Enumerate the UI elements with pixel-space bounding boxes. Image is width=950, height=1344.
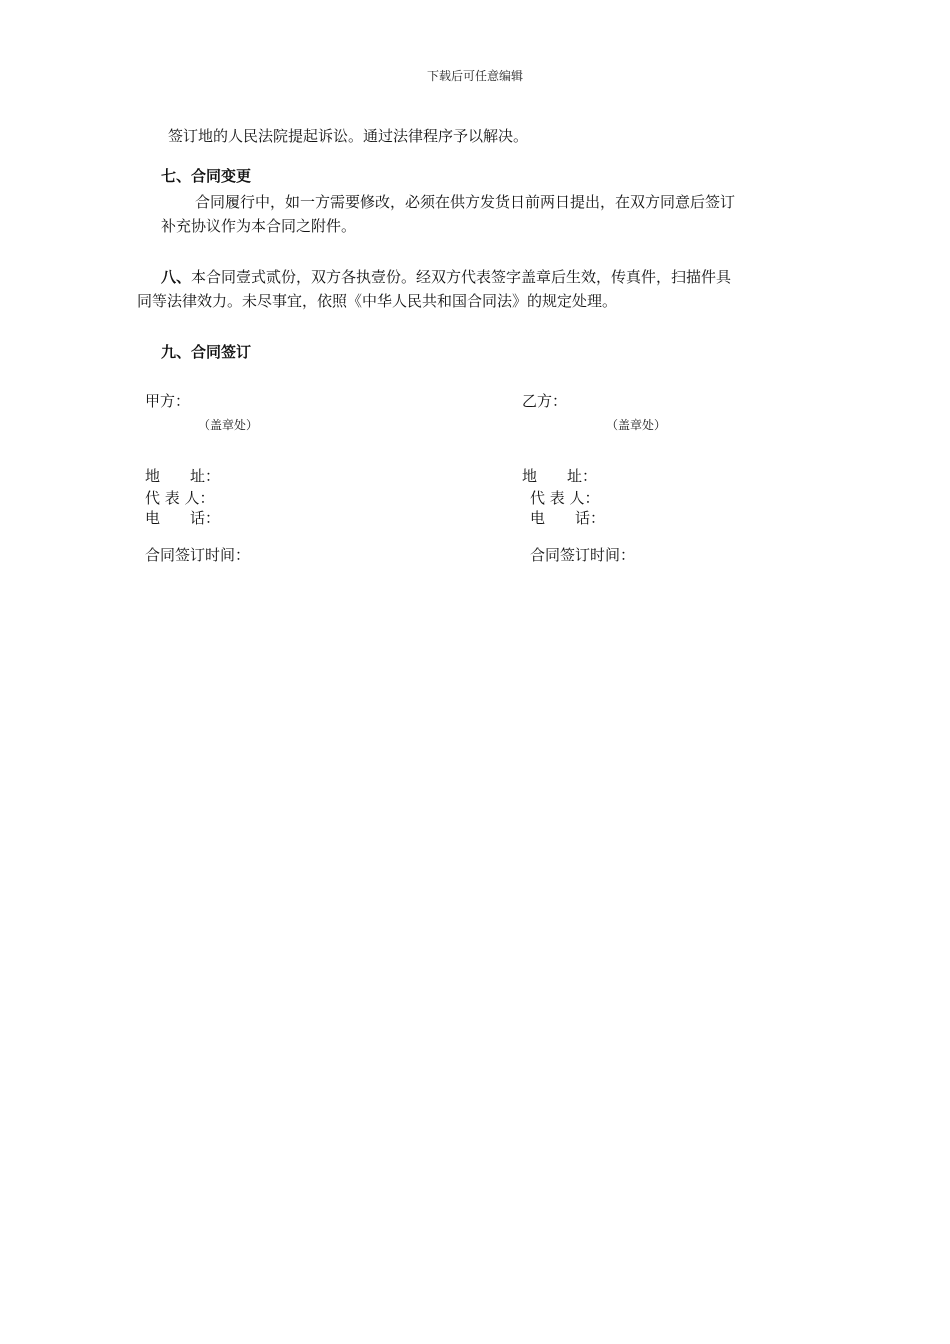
party-b-representative-label: 代 表 人：	[530, 489, 600, 507]
party-a-representative-label: 代 表 人：	[145, 489, 215, 507]
party-b-phone-label: 电 话：	[530, 509, 606, 527]
section-eight-line-1-text: 本合同壹式贰份，双方各执壹份。经双方代表签字盖章后生效，传真件，扫描件具	[191, 268, 732, 286]
party-a-label: 甲方：	[145, 392, 191, 410]
section-nine-heading: 九、合同签订	[161, 343, 252, 361]
section-eight-line-1	[161, 267, 731, 287]
party-a-seal-note: （盖章处）	[198, 418, 259, 432]
section-eight-line-2: 同等法律效力。未尽事宜，依照《中华人民共和国合同法》的规定处理。	[137, 292, 618, 310]
section-seven-heading: 七、合同变更	[161, 167, 252, 185]
page-header-note: 下载后可任意编辑	[426, 69, 523, 83]
party-a-phone-label: 电 话：	[145, 509, 221, 527]
section-seven-line-1: 合同履行中，如一方需要修改，必须在供方发货日前两日提出，在双方同意后签订	[195, 193, 736, 211]
party-b-sign-time-label: 合同签订时间：	[530, 546, 636, 564]
section-seven-line-2: 补充协议作为本合同之附件。	[161, 217, 357, 235]
party-b-seal-note: （盖章处）	[606, 418, 667, 432]
section-eight-number: 八、	[161, 268, 192, 286]
party-a-address-label: 地 址：	[145, 467, 221, 485]
party-a-sign-time-label: 合同签订时间：	[145, 546, 251, 564]
party-b-address-label: 地 址：	[522, 467, 598, 485]
section-six-tail-text: 签订地的人民法院提起诉讼。通过法律程序予以解决。	[168, 127, 529, 145]
party-b-label: 乙方：	[522, 392, 568, 410]
